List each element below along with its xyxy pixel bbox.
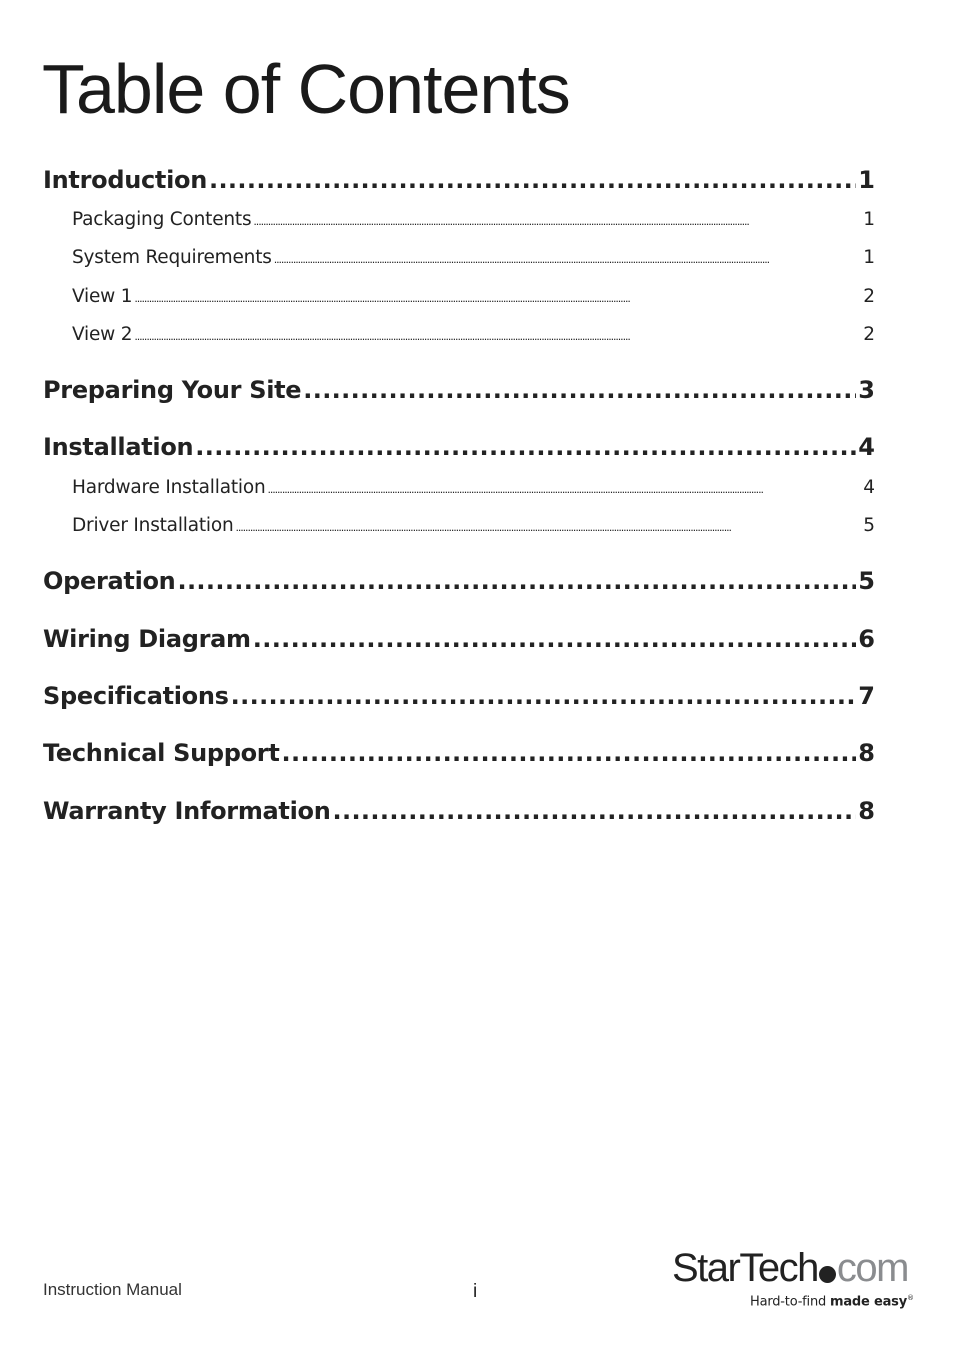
dot-leader bbox=[134, 325, 861, 349]
toc-entry-installation[interactable] bbox=[43, 432, 875, 462]
toc-entry-view-1[interactable] bbox=[72, 285, 875, 311]
toc-entry-view-2[interactable] bbox=[72, 323, 875, 349]
dot-leader bbox=[235, 516, 861, 540]
toc-entry-label: Wiring Diagram bbox=[43, 625, 251, 653]
dot-leader bbox=[134, 287, 861, 311]
dot-leader bbox=[303, 375, 856, 405]
toc-entry-technical-support[interactable] bbox=[43, 738, 875, 768]
dot-leader bbox=[177, 566, 856, 596]
logo-wordmark bbox=[672, 1244, 908, 1292]
toc-entry-driver-installation[interactable] bbox=[72, 514, 875, 540]
logo-tagline-regular: Hard-to-find bbox=[750, 1294, 827, 1310]
toc-entry-page: 2 bbox=[863, 286, 875, 307]
logo-word-dark: StarTech bbox=[672, 1246, 818, 1290]
toc-entry-operation[interactable] bbox=[43, 566, 875, 596]
toc-entry-page: 1 bbox=[863, 209, 875, 230]
toc-entry-page: 7 bbox=[858, 682, 875, 710]
toc-entry-label: Hardware Installation bbox=[72, 477, 266, 498]
footer-page-number: i bbox=[473, 1281, 478, 1302]
toc-entry-hardware-installation[interactable] bbox=[72, 476, 875, 502]
toc-entry-page: 5 bbox=[858, 567, 875, 595]
page-title: Table of Contents bbox=[42, 50, 570, 128]
toc-entry-label: Preparing Your Site bbox=[43, 376, 302, 404]
toc-entry-label: Operation bbox=[43, 567, 176, 595]
logo-tagline bbox=[750, 1294, 914, 1309]
toc-entry-packaging-contents[interactable] bbox=[72, 208, 875, 234]
toc-entry-page: 5 bbox=[863, 515, 875, 536]
dot-leader bbox=[195, 432, 856, 462]
dot-leader bbox=[253, 624, 857, 654]
dot-leader bbox=[267, 478, 861, 502]
toc-entry-page: 8 bbox=[858, 797, 875, 825]
toc-entry-page: 2 bbox=[863, 324, 875, 345]
toc-entry-label: Introduction bbox=[43, 166, 207, 194]
toc-entry-label: Driver Installation bbox=[72, 515, 234, 536]
toc-entry-warranty-information[interactable] bbox=[43, 796, 875, 826]
dot-leader bbox=[231, 681, 857, 711]
toc-entry-label: Technical Support bbox=[43, 739, 280, 767]
toc-entry-label: System Requirements bbox=[72, 247, 272, 268]
logo-dot-icon bbox=[819, 1266, 836, 1283]
toc-entry-page: 1 bbox=[863, 247, 875, 268]
dot-leader bbox=[282, 738, 857, 768]
toc-entry-specifications[interactable] bbox=[43, 681, 875, 711]
dot-leader bbox=[274, 248, 862, 272]
toc-entry-page: 6 bbox=[858, 625, 875, 653]
dot-leader bbox=[333, 796, 857, 826]
toc-entry-wiring-diagram[interactable] bbox=[43, 624, 875, 654]
toc-entry-page: 4 bbox=[863, 477, 875, 498]
toc-entry-label: Installation bbox=[43, 433, 194, 461]
toc-entry-page: 8 bbox=[858, 739, 875, 767]
logo-tagline-bold: made easy bbox=[830, 1294, 907, 1310]
startech-logo bbox=[672, 1244, 912, 1316]
toc-entry-page: 3 bbox=[858, 376, 875, 404]
footer-document-title: Instruction Manual bbox=[43, 1280, 182, 1299]
toc-entry-page: 1 bbox=[858, 166, 875, 194]
toc-entry-label: View 1 bbox=[72, 286, 133, 307]
toc-entry-label: Warranty Information bbox=[43, 797, 331, 825]
toc-entry-label: View 2 bbox=[72, 324, 133, 345]
toc-entry-introduction[interactable] bbox=[43, 165, 875, 195]
dot-leader bbox=[253, 210, 861, 234]
toc-entry-system-requirements[interactable] bbox=[72, 246, 875, 272]
logo-word-light: com bbox=[836, 1246, 908, 1290]
toc-entry-label: Packaging Contents bbox=[72, 209, 252, 230]
toc-entry-label: Specifications bbox=[43, 682, 229, 710]
toc-entry-preparing-your-site[interactable] bbox=[43, 375, 875, 405]
toc-entry-page: 4 bbox=[858, 433, 875, 461]
registered-mark: ® bbox=[906, 1294, 914, 1302]
dot-leader bbox=[209, 165, 856, 195]
